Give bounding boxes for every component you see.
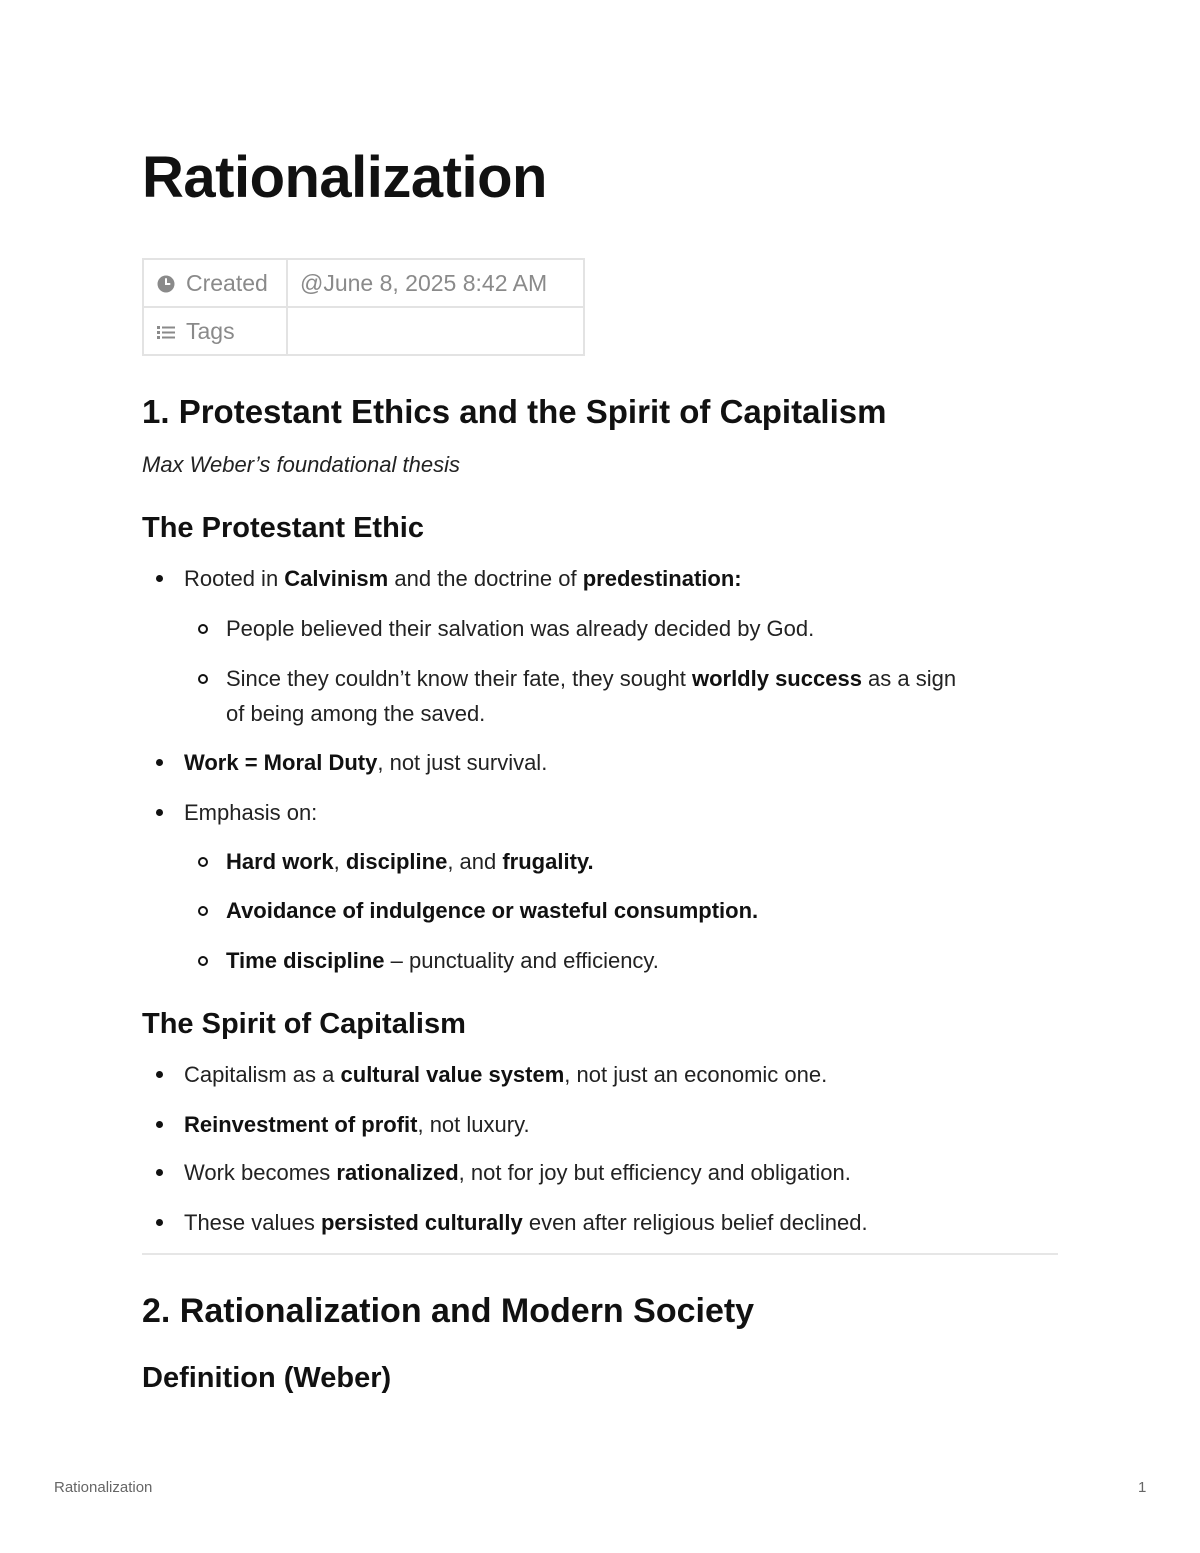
bold-text: worldly success [691, 666, 862, 691]
bold-text: discipline [345, 849, 448, 874]
subsection-heading: The Spirit of Capitalism [142, 1008, 466, 1040]
list-item [184, 1107, 1064, 1142]
text: , [333, 849, 346, 874]
text: Work becomes [184, 1160, 337, 1185]
bold-text: Time discipline [226, 948, 385, 973]
list-item [184, 1205, 1064, 1240]
property-key-label: Tags [186, 317, 235, 344]
text: as a sign [861, 666, 957, 691]
list-item [226, 844, 1066, 879]
list-item [184, 1155, 1064, 1190]
text: Capitalism as a [184, 1062, 341, 1087]
bold-text: frugality. [502, 849, 594, 874]
section-heading: 1. Protestant Ethics and the Spirit of Capitalism [142, 393, 887, 430]
list-item [226, 943, 1066, 978]
property-row-tags [143, 307, 584, 355]
text: , not luxury. [417, 1112, 530, 1137]
bold-text: Reinvestment of profit [184, 1112, 418, 1137]
clock-icon [156, 274, 178, 294]
bold-text: predestination: [582, 566, 742, 591]
text: Rooted in [184, 566, 285, 591]
text: These values [184, 1210, 321, 1235]
bullet-ring [198, 956, 208, 966]
text: of being among the saved. [226, 701, 486, 726]
list-item [226, 661, 1066, 731]
bullet-ring [198, 906, 208, 916]
section-heading: 2. Rationalization and Modern Society [142, 1292, 755, 1330]
bullet-dot [156, 809, 163, 816]
bullet-dot [156, 1169, 163, 1176]
list-item [184, 745, 1064, 780]
bold-text: Work = Moral Duty [184, 750, 378, 775]
list-item [184, 1057, 1064, 1092]
bullet-ring [198, 674, 208, 684]
bullet-ring [198, 857, 208, 867]
text: , not for joy but efficiency and obligation. [458, 1160, 851, 1185]
bullet-dot [156, 759, 163, 766]
text: even after religious belief declined. [522, 1210, 868, 1235]
bullet-dot [156, 1121, 163, 1128]
bold-text: persisted culturally [320, 1210, 523, 1235]
property-key [143, 259, 287, 307]
list-item [184, 561, 1064, 596]
section-subtitle: Max Weber’s foundational thesis [142, 452, 460, 477]
bullet-dot [156, 1219, 163, 1226]
page-title: Rationalization [142, 145, 547, 210]
property-row-created [143, 259, 584, 307]
text: , and [447, 849, 503, 874]
subsection-heading: The Protestant Ethic [142, 512, 424, 544]
list-item [226, 611, 1066, 646]
bold-text: Avoidance of indulgence or wasteful consumption. [226, 898, 759, 923]
bold-text: Hard work [226, 849, 334, 874]
text: Since they couldn’t know their fate, they sought [226, 666, 692, 691]
bold-text: rationalized [336, 1160, 459, 1185]
list-icon [156, 322, 178, 342]
bullet-ring [198, 624, 208, 634]
text: , not just an economic one. [564, 1062, 828, 1087]
footer-title: Rationalization [54, 1479, 153, 1496]
text: – punctuality and efficiency. [384, 948, 659, 973]
text: Emphasis on: [184, 800, 318, 825]
text: and the doctrine of [388, 566, 583, 591]
subsection-heading: Definition (Weber) [142, 1362, 392, 1394]
property-key-label: Created [186, 269, 268, 296]
list-item [184, 795, 1064, 830]
divider [142, 1253, 1058, 1255]
bullet-dot [156, 575, 163, 582]
text: People believed their salvation was already decided by God. [226, 616, 815, 641]
bold-text: cultural value system [340, 1062, 565, 1087]
property-key [143, 307, 287, 355]
property-value[interactable]: @June 8, 2025 8:42 AM [287, 259, 584, 307]
bullet-dot [156, 1071, 163, 1078]
list-item [226, 893, 1066, 928]
text: , not just survival. [377, 750, 548, 775]
page-number: 1 [1138, 1479, 1147, 1496]
properties-table [142, 258, 585, 356]
bold-text: Calvinism [284, 566, 389, 591]
property-value[interactable] [287, 307, 584, 355]
